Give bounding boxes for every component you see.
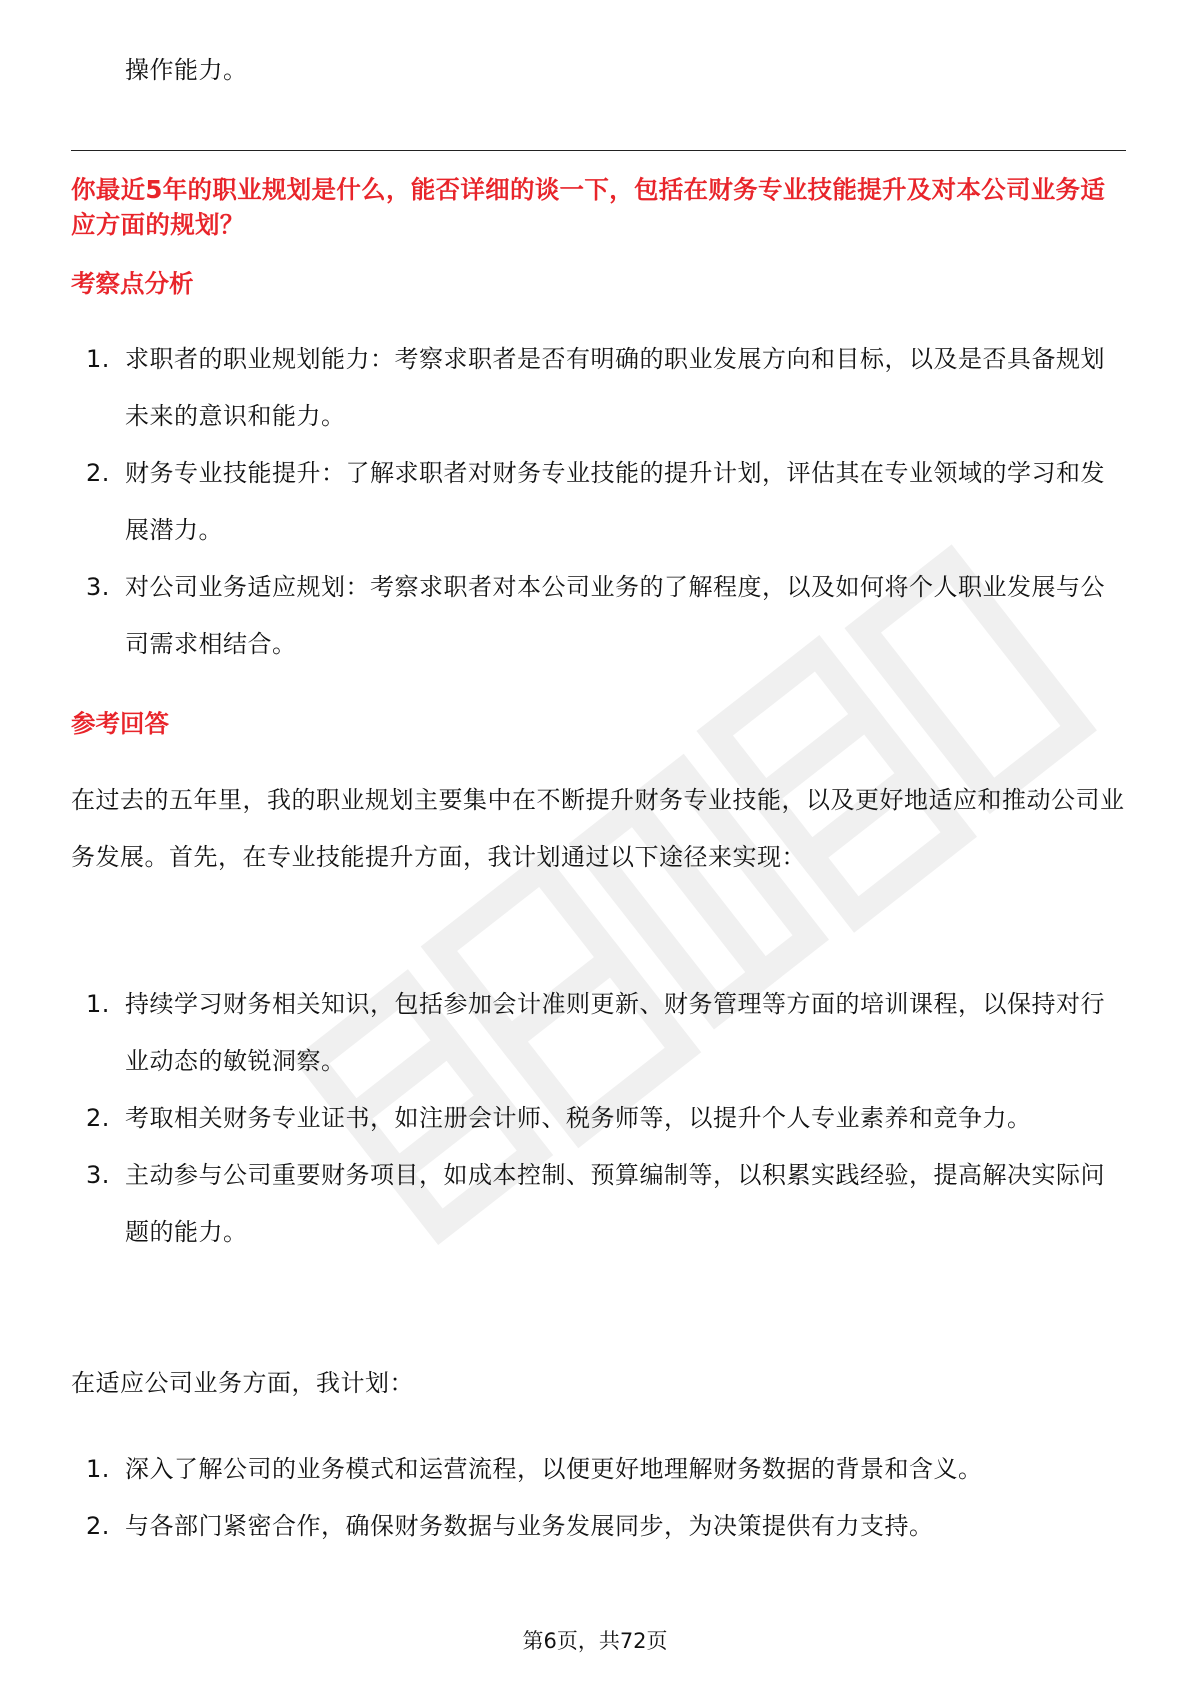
list-item — [0, 445, 1115, 559]
list-item-text: 持续学习财务相关知识，包括参加会计准则更新、财务管理等方面的培训课程，以保持对行业动态的敏锐洞察。 — [125, 990, 1105, 1075]
list-number: 2. — [86, 1104, 110, 1132]
list-number: 2. — [86, 459, 110, 487]
list-number: 2. — [86, 1512, 110, 1540]
list-item-text: 深入了解公司的业务模式和运营流程，以便更好地理解财务数据的背景和含义。 — [125, 1455, 983, 1483]
list-item — [0, 1441, 1115, 1498]
list-item-text: 主动参与公司重要财务项目，如成本控制、预算编制等，以积累实践经验，提高解决实际问题的能力。 — [125, 1161, 1105, 1246]
carryover-text: 操作能力。 — [125, 56, 248, 84]
question-title: 你最近5年的职业规划是什么，能否详细的谈一下，包括在财务专业技能提升及对本公司业务适应方面的规划？ — [71, 175, 1106, 239]
answer-heading: 参考回答 — [71, 709, 169, 738]
adapt-list — [0, 1441, 1120, 1555]
divider — [71, 150, 1126, 151]
list-item — [0, 559, 1115, 673]
list-number: 3. — [86, 573, 110, 601]
analysis-list — [0, 331, 1120, 673]
list-number: 1. — [86, 345, 110, 373]
list-item — [0, 976, 1115, 1090]
list-item — [0, 331, 1115, 445]
list-item-text: 与各部门紧密合作，确保财务数据与业务发展同步，为决策提供有力支持。 — [125, 1512, 934, 1540]
list-item-text: 对公司业务适应规划：考察求职者对本公司业务的了解程度，以及如何将个人职业发展与公司需求相结合。 — [125, 573, 1105, 658]
list-item — [0, 1090, 1115, 1147]
page-number-footer: 第6页，共72页 — [522, 1629, 668, 1653]
list-item-text: 财务专业技能提升：了解求职者对财务专业技能的提升计划，评估其在专业领域的学习和发展潜力。 — [125, 459, 1105, 544]
list-item — [0, 1498, 1115, 1555]
list-number: 1. — [86, 1455, 110, 1483]
answer-intro: 在过去的五年里，我的职业规划主要集中在不断提升财务专业技能，以及更好地适应和推动公司业务发展。首先，在专业技能提升方面，我计划通过以下途径来实现： — [71, 786, 1125, 871]
list-item — [0, 1147, 1115, 1261]
analysis-heading: 考察点分析 — [71, 269, 194, 298]
skills-list — [0, 976, 1120, 1261]
list-item-text: 求职者的职业规划能力：考察求职者是否有明确的职业发展方向和目标，以及是否具备规划未来的意识和能力。 — [125, 345, 1105, 430]
list-number: 3. — [86, 1161, 110, 1189]
list-number: 1. — [86, 990, 110, 1018]
list-item-text: 考取相关财务专业证书，如注册会计师、税务师等，以提升个人专业素养和竞争力。 — [125, 1104, 1032, 1132]
adapt-intro: 在适应公司业务方面，我计划： — [71, 1369, 414, 1397]
